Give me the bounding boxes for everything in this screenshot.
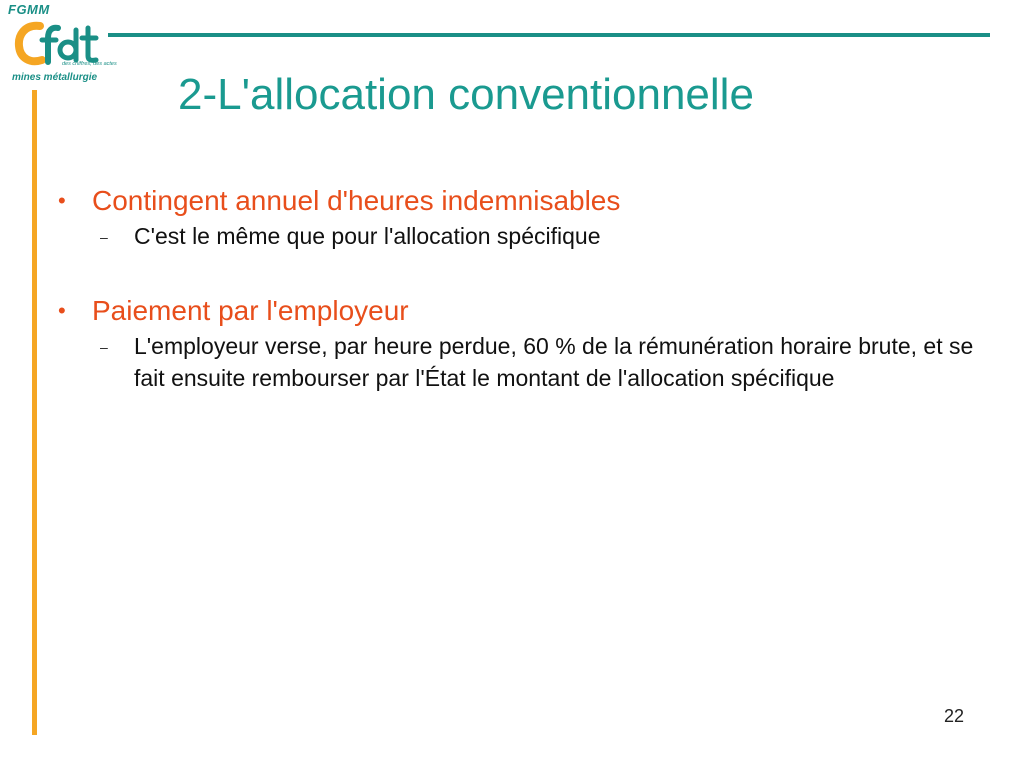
bullet-dot-icon: • — [58, 298, 66, 323]
logo-tagline: des chiffres, des actes — [62, 61, 117, 67]
logo-org-text: FGMM — [8, 2, 50, 17]
sub-bullet-text: C'est le même que pour l'allocation spécifique — [134, 223, 601, 249]
sub-bullet-text: L'employeur verse, par heure perdue, 60 % de la rémunération horaire brute, et se fait ensuite rembourser par l'État le montant de l'allocation spécifique — [134, 333, 974, 391]
sub-bullet-item — [100, 220, 986, 254]
page-number: 22 — [943, 706, 964, 726]
bullet-text: Paiement par l'employeur — [92, 295, 409, 326]
bullet-dot-icon: • — [58, 188, 66, 213]
slide-title: 2-L'allocation conventionnelle — [178, 70, 754, 119]
slide-content — [56, 182, 986, 394]
bullet-item — [56, 182, 986, 220]
dash-icon: – — [100, 229, 108, 245]
cfdt-logo — [4, 2, 117, 90]
logo-section: mines métallurgie — [12, 72, 98, 83]
bullet-item — [56, 292, 986, 330]
bullet-text: Contingent annuel d'heures indemnisables — [92, 185, 621, 216]
side-rule — [32, 90, 37, 735]
dash-icon: – — [100, 339, 108, 355]
sub-bullet-item — [100, 330, 986, 394]
top-rule — [108, 33, 990, 37]
